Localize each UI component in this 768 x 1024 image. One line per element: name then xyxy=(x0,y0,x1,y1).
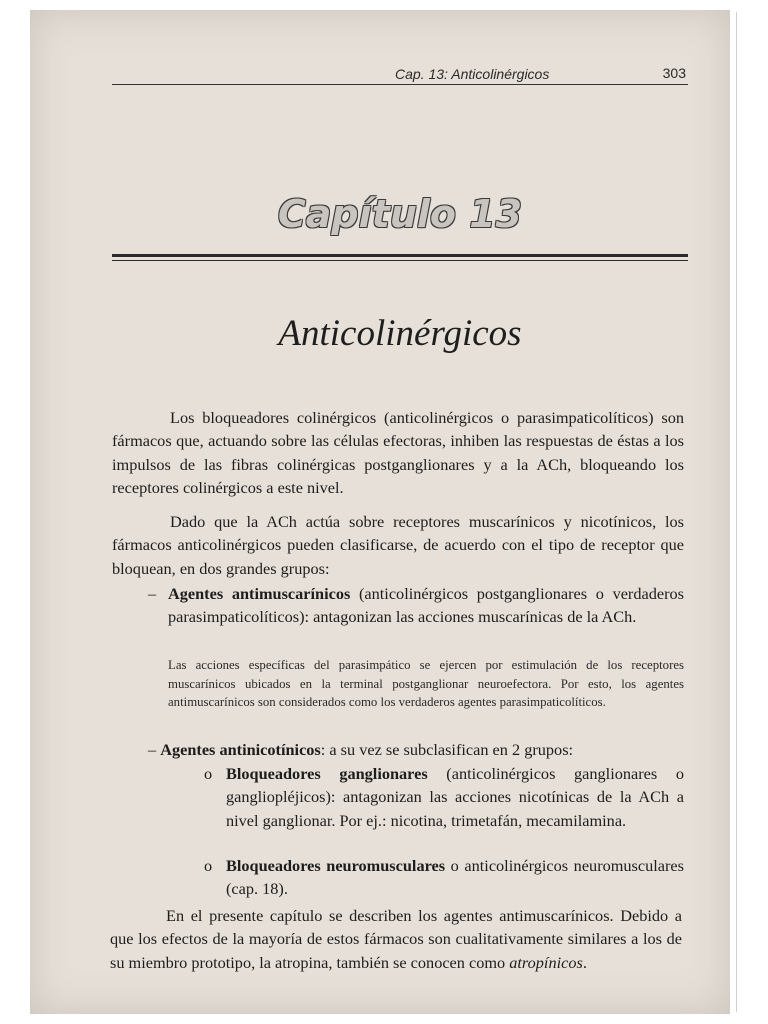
term-neuromuscular: Bloqueadores neuromusculares xyxy=(226,856,446,875)
list-item-antimuscarinic xyxy=(148,582,684,629)
closing-italic-term: atropínicos xyxy=(509,952,583,972)
circle-bullet: o xyxy=(204,856,213,875)
dash-marker: – xyxy=(148,740,157,759)
sub2-text: o anticolinérgicos neuromusculares (cap. 18). xyxy=(226,856,684,899)
item1-text: (anticolinérgicos postganglionares o verdaderos parasimpaticolíticos): antagonizan las acciones muscarínicas de la ACh. xyxy=(168,584,684,627)
running-title: Cap. 13: Anticolinérgicos xyxy=(395,66,550,82)
chapter-rule-thin xyxy=(112,260,688,261)
item2-text: : a su vez se subclasifican en 2 grupos: xyxy=(320,740,574,759)
paragraph-classification: Dado que la ACh actúa sobre receptores muscarínicos y nicotínicos, los fármacos anticolinérgicos pueden clasificarse, de acuerdo con el tipo de receptor que bloquean, en dos grandes grupos: xyxy=(112,512,684,578)
sublist-item-neuromuscular xyxy=(204,854,684,901)
circle-bullet: o xyxy=(204,764,213,783)
list-item-antinicotinic xyxy=(148,738,684,761)
sub1-text: (anticolinérgicos ganglionares o gangliopléjicos): antagonizan las acciones nicotínicas de la ACh a nivel ganglionar. Por ej.: nicotina, trimetafán, mecamilamina. xyxy=(226,764,684,830)
header-rule xyxy=(112,84,688,85)
term-antimuscarinic: Agentes antimuscarínicos xyxy=(168,584,351,603)
running-header xyxy=(112,64,688,84)
note-paragraph: Las acciones específicas del parasimpático se ejercen por estimulación de los receptores muscarínicos ubicados en la terminal postganglionar neuroefectora. Por esto, los agentes antimuscarínicos son considerados como los verdaderos agentes parasimpaticolíticos. xyxy=(168,658,684,709)
page-number: 303 xyxy=(662,65,686,81)
chapter-label: Capítulo 13 xyxy=(277,192,523,236)
chapter-title: Anticolinérgicos xyxy=(278,313,522,354)
dash-marker: – xyxy=(148,584,157,603)
sublist-item-ganglionic xyxy=(204,762,684,832)
closing-text: En el presente capítulo se describen los agentes antimuscarínicos. Debido a que los efectos de la mayoría de estos fármacos son cualitativamente similares a los de su miembro prototipo, la atropina, también se conocen como xyxy=(110,906,682,972)
paragraph-closing xyxy=(110,904,682,974)
page-edge-line xyxy=(736,12,737,1012)
term-antinicotinic: Agentes antinicotínicos xyxy=(160,740,321,759)
chapter-rule-thick xyxy=(112,254,688,257)
term-ganglionic: Bloqueadores ganglionares xyxy=(226,764,428,783)
closing-period: . xyxy=(582,952,587,972)
paragraph-intro: Los bloqueadores colinérgicos (anticolinérgicos o parasimpaticolíticos) son fármacos que, actuando sobre las células efectoras, inhiben las respuestas de éstas a los impulsos de las fibras colinérgicas postganglionares y a la ACh, bloqueando los receptores colinérgicos a este nivel. xyxy=(112,408,684,498)
